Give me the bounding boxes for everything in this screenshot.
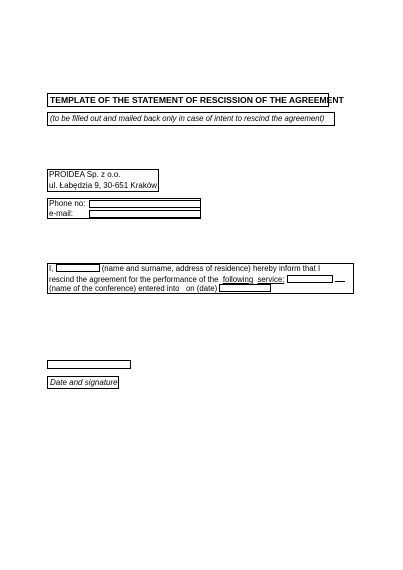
- service-field[interactable]: [287, 275, 333, 283]
- statement-line-1-text: (name and surname, address of residence) hereby inform that I: [101, 264, 321, 273]
- rescission-statement: [47, 263, 354, 294]
- name-address-field[interactable]: [56, 264, 100, 272]
- signature-label: Date and signature: [47, 376, 119, 389]
- recipient-address: [47, 169, 159, 192]
- email-label: e-mail:: [49, 208, 74, 218]
- service-underline: [335, 274, 345, 282]
- statement-line-2: [49, 274, 353, 284]
- contact-block: [47, 198, 201, 219]
- statement-line-2-text: rescind the agreement for the performance of the: [49, 275, 219, 284]
- statement-line-3: [49, 284, 353, 294]
- phone-row: [49, 199, 200, 209]
- phone-field[interactable]: [89, 200, 201, 208]
- address-line-company: PROIDEA Sp. z o.o.: [49, 170, 121, 179]
- email-row: [49, 209, 200, 219]
- date-field[interactable]: [219, 284, 271, 292]
- statement-word-service: service:: [257, 275, 285, 284]
- statement-prefix: I,: [49, 264, 54, 273]
- statement-line-1: [49, 264, 353, 274]
- email-field[interactable]: [89, 210, 201, 218]
- signature-field[interactable]: [47, 360, 131, 369]
- statement-on-date-label: on (date): [185, 284, 218, 293]
- statement-word-following: following: [222, 275, 254, 284]
- document-title: TEMPLATE OF THE STATEMENT OF RESCISSION OF THE AGREEMENT: [47, 93, 329, 107]
- document-subtitle: (to be filled out and mailed back only in case of intent to rescind the agreement): [47, 112, 335, 126]
- statement-line-3-text: (name of the conference) entered into: [49, 284, 180, 293]
- address-line-street: ul. Łabędzia 9, 30-651 Kraków: [49, 180, 158, 190]
- phone-label: Phone no:: [49, 199, 86, 208]
